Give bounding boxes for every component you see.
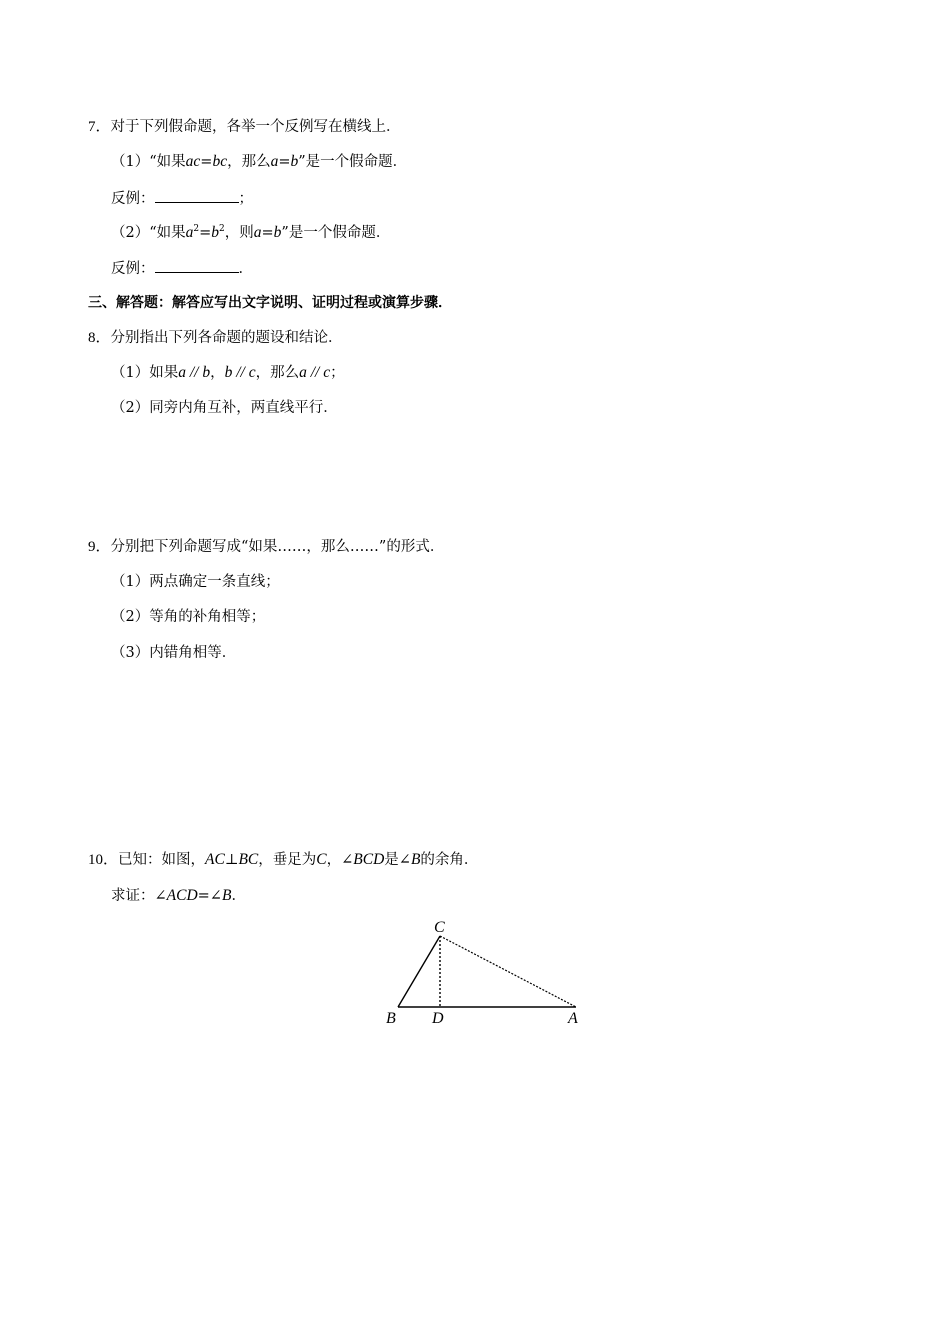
- q8-number: 8．: [88, 330, 111, 346]
- q9-part2: （2）等角的补角相等；: [111, 609, 266, 625]
- segment-bc: [398, 936, 440, 1007]
- q9-part1: （1）两点确定一条直线；: [111, 574, 280, 590]
- label-a: A: [568, 1010, 578, 1027]
- answer-blank-1[interactable]: [155, 188, 239, 203]
- q10-number: 10．: [88, 852, 119, 868]
- q10-prove: 求证：∠ACD=∠B．: [111, 887, 246, 904]
- q9-part3: （3）内错角相等．: [111, 645, 237, 661]
- q7-part1: （1）“如果ac=bc，那么a=b”是一个假命题．: [111, 153, 408, 170]
- label-b: B: [386, 1010, 396, 1027]
- q9-stem: 9．分别把下列命题写成“如果……，那么……”的形式．: [88, 539, 445, 555]
- answer-blank-2[interactable]: [155, 258, 239, 273]
- q9-number: 9．: [88, 539, 111, 555]
- label-c: C: [434, 919, 445, 936]
- triangle-figure: [380, 912, 590, 1032]
- q7-counterexample-1: 反例： ；: [111, 188, 253, 209]
- q8-part1: （1）如果a // b，b // c，那么a // c；: [111, 364, 345, 381]
- q7-part2: （2）“如果$a^2=b^2$，则a=b”是一个假命题．: [111, 224, 391, 241]
- q10-stem: 10．已知：如图，AC⊥BC，垂足为C，∠BCD是∠B的余角．: [88, 851, 479, 868]
- q8-stem: 8．分别指出下列各命题的题设和结论．: [88, 330, 343, 346]
- q7-stem: 7．对于下列假命题，各举一个反例写在横线上．: [88, 119, 401, 135]
- segment-ac: [440, 936, 576, 1007]
- label-d: D: [432, 1010, 444, 1027]
- section-title: 三、解答题：解答应写出文字说明、证明过程或演算步骤．: [88, 295, 452, 311]
- q7-counterexample-2: 反例： ．: [111, 258, 253, 279]
- q7-number: 7．: [88, 119, 111, 135]
- q8-part2: （2）同旁内角互补，两直线平行．: [111, 400, 338, 416]
